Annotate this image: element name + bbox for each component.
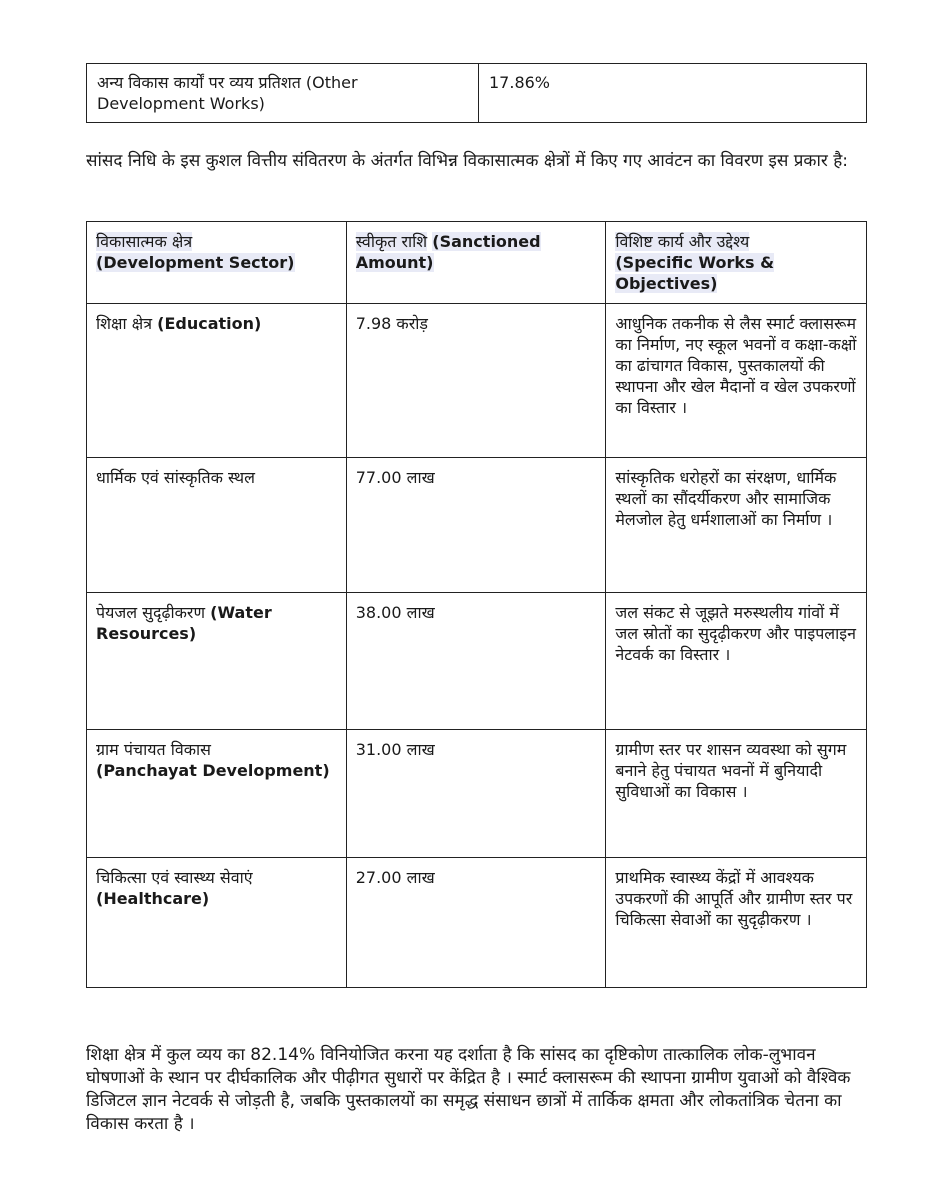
- amount-cell: 77.00 लाख: [346, 458, 606, 593]
- header-sector: [87, 222, 347, 304]
- sector-hi: पेयजल सुदृढ़ीकरण: [96, 603, 206, 622]
- header-works-hi: विशिष्ट कार्य और उद्देश्य: [615, 232, 750, 251]
- sector-hi: चिकित्सा एवं स्वास्थ्य सेवाएं: [96, 868, 253, 887]
- sector-cell: [87, 304, 347, 458]
- summary-label: अन्य विकास कार्यों पर व्यय प्रतिशत (Other Development Works): [87, 64, 479, 123]
- amount-cell: 27.00 लाख: [346, 858, 606, 988]
- works-cell: सांस्कृतिक धरोहरों का संरक्षण, धार्मिक स्थलों का सौंदर्यीकरण और सामाजिक मेलजोल हेतु धर्मशालाओं का निर्माण ।: [606, 458, 867, 593]
- works-cell: आधुनिक तकनीक से लैस स्मार्ट क्लासरूम का निर्माण, नए स्कूल भवनों व कक्षा-कक्षों का ढांचागत विकास, पुस्तकालयों की स्थापना और खेल मैदानों व खेल उपकरणों का विस्तार ।: [606, 304, 867, 458]
- header-works-en: (Specific Works & Objectives): [615, 253, 775, 293]
- table-row: [87, 64, 867, 123]
- header-sector-en: (Development Sector): [96, 253, 295, 272]
- table-header-row: [87, 222, 867, 304]
- works-cell: ग्रामीण स्तर पर शासन व्यवस्था को सुगम बनाने हेतु पंचायत भवनों में बुनियादी सुविधाओं का विकास ।: [606, 730, 867, 858]
- amount-cell: 7.98 करोड़: [346, 304, 606, 458]
- sector-cell: [87, 458, 347, 593]
- sector-en: (Water Resources): [96, 603, 272, 643]
- table-row: [87, 304, 867, 458]
- sector-en: (Healthcare): [96, 889, 210, 908]
- header-amount-en: (Sanctioned Amount): [355, 232, 541, 272]
- amount-cell: 31.00 लाख: [346, 730, 606, 858]
- sector-en: (Panchayat Development): [96, 761, 330, 780]
- summary-table: [86, 63, 867, 123]
- works-cell: प्राथमिक स्वास्थ्य केंद्रों में आवश्यक उपकरणों की आपूर्ति और ग्रामीण स्तर पर चिकित्सा सेवाओं का सुदृढ़ीकरण ।: [606, 858, 867, 988]
- sector-cell: [87, 730, 347, 858]
- sector-hi: ग्राम पंचायत विकास: [96, 740, 211, 759]
- table-row: [87, 730, 867, 858]
- sector-hi: धार्मिक एवं सांस्कृतिक स्थल: [96, 468, 255, 487]
- table-row: [87, 858, 867, 988]
- sector-hi: शिक्षा क्षेत्र: [96, 314, 153, 333]
- closing-paragraph: शिक्षा क्षेत्र में कुल व्यय का 82.14% विनियोजित करना यह दर्शाता है कि सांसद का दृष्टिकोण तात्कालिक लोक-लुभावन घोषणाओं के स्थान पर दीर्घकालिक और पीढ़ीगत सुधारों पर केंद्रित है । स्मार्ट क्लासरूम की स्थापना ग्रामीण युवाओं को वैश्विक डिजिटल ज्ञान नेटवर्क से जोड़ती है, जबकि पुस्तकालयों का समृद्ध संसाधन छात्रों में तार्किक क्षमता और लोकतांत्रिक चेतना का विकास करता है ।: [86, 1045, 851, 1134]
- amount-cell: 38.00 लाख: [346, 593, 606, 730]
- works-cell: जल संकट से जूझते मरुस्थलीय गांवों में जल स्रोतों का सुदृढ़ीकरण और पाइपलाइन नेटवर्क का विस्तार ।: [606, 593, 867, 730]
- header-amount-hi: स्वीकृत राशि: [355, 232, 428, 251]
- header-sector-hi: विकासात्मक क्षेत्र: [96, 232, 193, 251]
- allocation-table: [86, 221, 867, 988]
- sector-en: (Education): [157, 314, 262, 333]
- table-row: [87, 458, 867, 593]
- header-works: [606, 222, 867, 304]
- header-amount: [346, 222, 606, 304]
- sector-cell: [87, 593, 347, 730]
- summary-value: 17.86%: [479, 64, 867, 123]
- table-row: [87, 593, 867, 730]
- sector-cell: [87, 858, 347, 988]
- intro-paragraph: सांसद निधि के इस कुशल वित्तीय संवितरण के अंतर्गत विभिन्न विकासात्मक क्षेत्रों में किए गए आवंटन का विवरण इस प्रकार है:: [86, 151, 848, 171]
